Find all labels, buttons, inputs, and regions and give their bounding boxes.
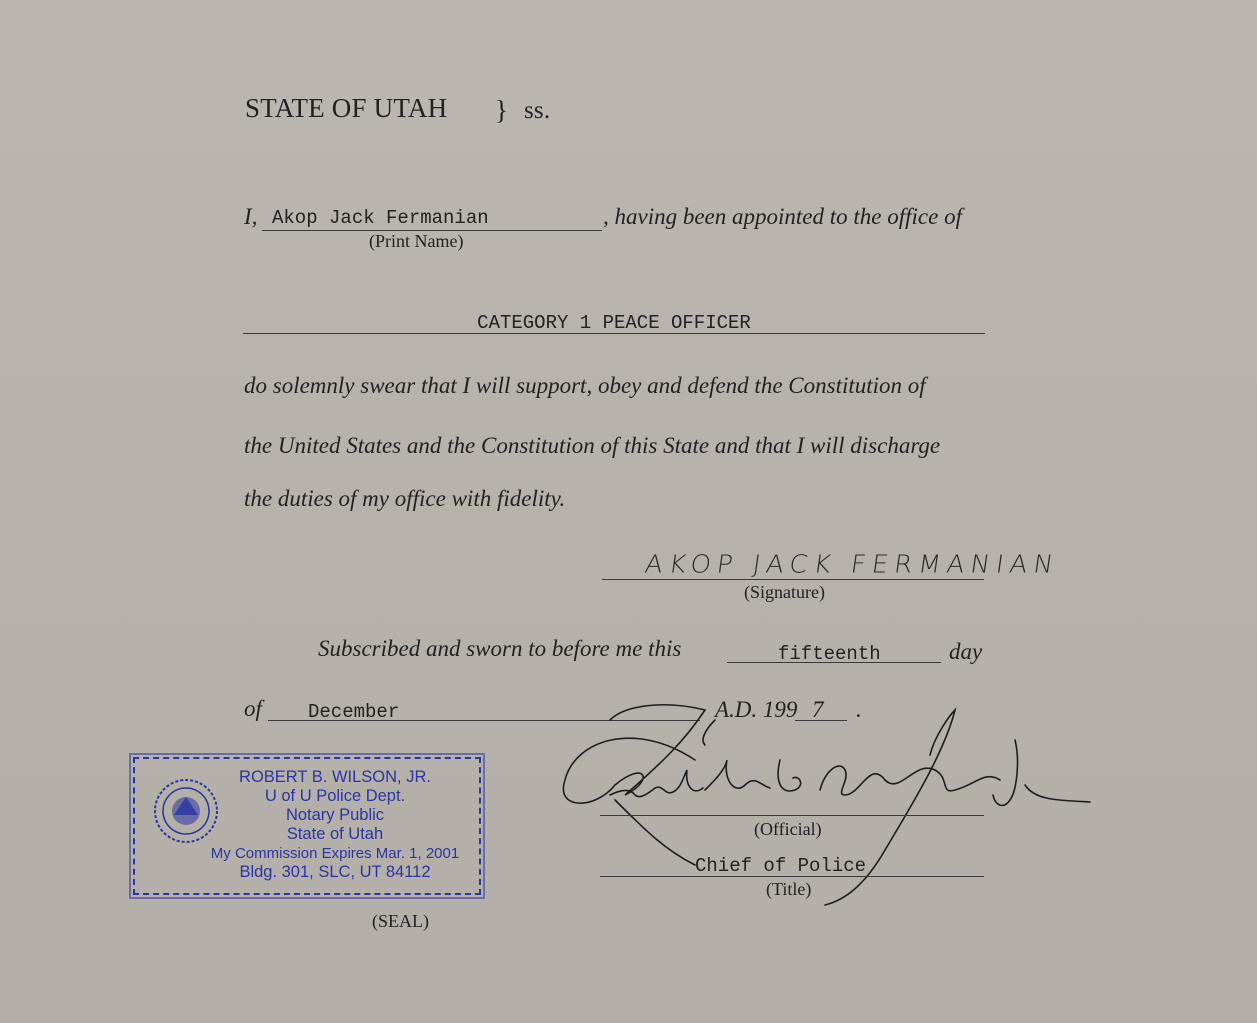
- seal-line-4: State of Utah: [286, 825, 384, 843]
- office-rule: [243, 333, 985, 334]
- official-rule: [600, 815, 984, 816]
- title-caption: (Title): [766, 879, 812, 899]
- title-rule: [600, 876, 984, 877]
- state-heading: STATE OF UTAH: [245, 93, 448, 123]
- print-name-value: Akop Jack Fermanian: [272, 207, 489, 229]
- seal-line-2: U of U Police Dept.: [264, 787, 406, 805]
- subscribed-text: Subscribed and sworn to before me this: [318, 636, 682, 661]
- day-value: fifteenth: [778, 643, 881, 665]
- seal-caption: (SEAL): [372, 911, 429, 931]
- i-prefix: I,: [244, 204, 258, 229]
- signature-caption: (Signature): [744, 582, 825, 602]
- appointed-text: , having been appointed to the office of: [603, 204, 962, 229]
- oath-line-1: do solemnly swear that I will support, obey and defend the Constitution of: [244, 373, 926, 398]
- seal-line-5: My Commission Expires Mar. 1, 2001: [210, 845, 460, 862]
- seal-line-3: Notary Public: [285, 806, 385, 824]
- ss-label: ss.: [524, 97, 551, 124]
- oath-line-3: the duties of my office with fidelity.: [244, 486, 566, 511]
- month-value: December: [308, 701, 400, 723]
- day-suffix: day: [949, 639, 983, 664]
- print-name-caption: (Print Name): [369, 231, 464, 251]
- handwritten-signature: AKOP JACK FERMANIAN: [642, 550, 1061, 580]
- official-signature-scribble: [555, 700, 1095, 920]
- oath-line-2: the United States and the Constitution of this State and that I will discharge: [244, 433, 941, 458]
- brace: }: [495, 95, 509, 125]
- office-value: CATEGORY 1 PEACE OFFICER: [477, 312, 751, 334]
- ad-label: A.D. 199: [715, 697, 798, 722]
- signature-rule: [602, 579, 984, 580]
- year-digit: 7: [812, 697, 824, 722]
- seal-line-6: Bldg. 301, SLC, UT 84112: [239, 863, 431, 881]
- of-prefix: of: [244, 696, 262, 721]
- title-value: Chief of Police: [695, 855, 867, 877]
- seal-line-1: ROBERT B. WILSON, JR.: [239, 768, 431, 786]
- period: .: [856, 697, 862, 722]
- official-caption: (Official): [754, 819, 822, 839]
